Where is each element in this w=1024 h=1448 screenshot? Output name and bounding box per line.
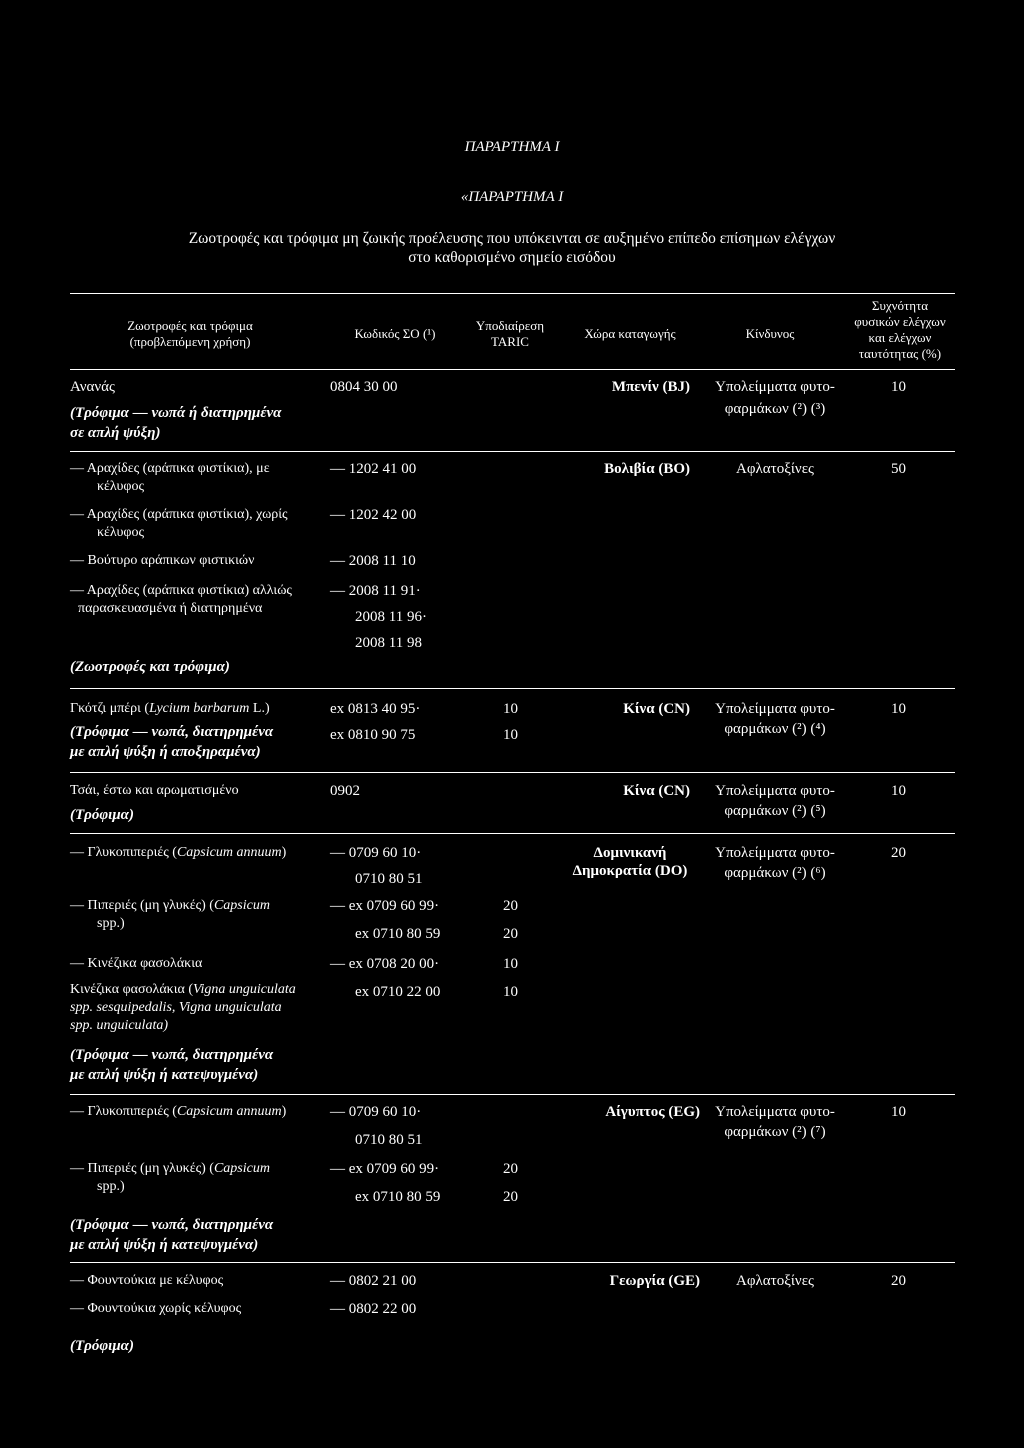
taric-code: 20 [503, 1189, 518, 1205]
row-divider [70, 833, 955, 834]
hazard: φαρμάκων (²) (⁷) [724, 1124, 826, 1140]
hazard: Αφλατοξίνες [736, 1273, 814, 1289]
origin-country: Κίνα (CN) [623, 701, 690, 717]
frequency: 10 [891, 701, 906, 717]
product-name: — Αραχίδες (αράπικα φιστίκια), χωρίς [70, 507, 288, 522]
product-name: κέλυφος [97, 525, 145, 540]
origin-country: Βολιβία (BO) [604, 461, 690, 477]
taric-code: 10 [503, 701, 518, 717]
product-name: — Γλυκοπιπεριές (Capsicum annuum) [70, 1104, 287, 1119]
table-top-rule [70, 293, 955, 294]
product-name: Γκότζι μπέρι (Lycium barbarum L.) [70, 701, 270, 716]
cn-code: ex 0710 80 59 [355, 1189, 441, 1205]
product-name: — Γλυκοπιπεριές (Capsicum annuum) [70, 845, 287, 860]
intended-use: (Τρόφιμα — νωπά, διατηρημένα [70, 724, 274, 740]
cn-code: ex 0710 22 00 [355, 984, 441, 1000]
taric-code: 10 [503, 984, 518, 1000]
hazard: Υπολείμματα φυτο- [715, 701, 835, 717]
intended-use: (Τρόφιμα) [70, 807, 134, 823]
cn-code: ex 0710 80 59 [355, 926, 441, 942]
hazard: Αφλατοξίνες [736, 461, 814, 477]
cn-code: ex 0810 90 75 [330, 727, 416, 743]
product-name: Κινέζικα φασολάκια (Vigna unguiculata [70, 982, 296, 997]
product-name: — Φουντούκια χωρίς κέλυφος [70, 1301, 242, 1316]
row-divider [70, 1094, 955, 1095]
product-name: — Πιπεριές (μη γλυκές) (Capsicum [70, 1161, 270, 1176]
hazard: Υπολείμματα φυτο- [715, 845, 835, 861]
frequency: 20 [891, 1273, 906, 1289]
intended-use: με απλή ψύξη ή κατεψυγμένα) [70, 1237, 259, 1253]
header-frequency: Συχνότητα φυσικών ελέγχων και ελέγχων ταυτότητας (%) [854, 298, 946, 361]
product-name: — Κινέζικα φασολάκια [70, 956, 203, 971]
intended-use: (Τρόφιμα — νωπά, διατηρημένα [70, 1047, 274, 1063]
hazard: Υπολείμματα φυτο- [715, 783, 835, 799]
cn-code: 2008 11 96· [355, 609, 427, 625]
hazard: φαρμάκων (²) (³) [724, 401, 826, 417]
frequency: 20 [891, 845, 906, 861]
cn-code: ex 0813 40 95· [330, 701, 421, 717]
cn-code: — 0709 60 10· [330, 845, 422, 861]
cn-code: 2008 11 98 [355, 635, 422, 651]
cn-code: — 0709 60 10· [330, 1104, 422, 1120]
product-name: κέλυφος [97, 479, 145, 494]
hazard: φαρμάκων (²) (⁵) [724, 803, 826, 819]
taric-code: 20 [503, 898, 518, 914]
hazard: φαρμάκων (²) (⁶) [724, 865, 826, 881]
cn-code: 0902 [330, 783, 360, 799]
header-bottom-rule [70, 369, 955, 370]
cn-code: — 1202 41 00 [330, 461, 417, 477]
cn-code: — 0802 21 00 [330, 1273, 417, 1289]
header-hazard: Κίνδυνος [745, 326, 795, 341]
cn-code: — 2008 11 91· [330, 583, 421, 599]
taric-code: 10 [503, 727, 518, 743]
header-product: Ζωοτροφές και τρόφιμα (προβλεπόμενη χρήση) [127, 318, 253, 349]
taric-code: 10 [503, 956, 518, 972]
hazard: Υπολείμματα φυτο- [715, 379, 835, 395]
product-name: Τσάι, έστω και αρωματισμένο [70, 783, 239, 798]
product-name: Ανανάς [70, 379, 115, 395]
intended-use: σε απλή ψύξη) [70, 425, 161, 441]
heading-line-1: Ζωοτροφές και τρόφιμα μη ζωικής προέλευσης που υπόκεινται σε αυξημένο επίπεδο επίσημων ελέγχων [188, 230, 836, 247]
row-divider [70, 1262, 955, 1263]
hazard: φαρμάκων (²) (⁴) [724, 721, 826, 737]
cn-code: — 1202 42 00 [330, 507, 417, 523]
row-divider [70, 772, 955, 773]
header-taric: Υποδιαίρεση TARIC [475, 318, 545, 349]
annex-title: ΠΑΡΑΡΤΗΜΑ I [464, 139, 560, 155]
product-name: — Αραχίδες (αράπικα φιστίκια), με [70, 461, 270, 476]
cn-code: 0710 80 51 [355, 1132, 423, 1148]
product-name: spp. unguiculata) [70, 1018, 168, 1033]
header-cn-code: Κωδικός ΣΟ (¹) [354, 326, 436, 341]
annex-quote: «ΠΑΡΑΡΤΗΜΑ I [460, 189, 564, 205]
intended-use: (Τρόφιμα — νωπά, διατηρημένα [70, 1217, 274, 1233]
product-name: — Αραχίδες (αράπικα φιστίκια) αλλιώς [70, 583, 292, 598]
row-divider [70, 451, 955, 452]
hazard: Υπολείμματα φυτο- [715, 1104, 835, 1120]
origin-country: Γεωργία (GE) [609, 1273, 700, 1289]
product-name: spp.) [97, 916, 125, 931]
intended-use: με απλή ψύξη ή αποξηραμένα) [70, 744, 261, 760]
frequency: 10 [891, 379, 906, 395]
cn-code: — ex 0708 20 00· [330, 956, 440, 972]
cn-code: — ex 0709 60 99· [330, 1161, 440, 1177]
intended-use: (Ζωοτροφές και τρόφιμα) [70, 659, 230, 675]
product-name: — Φουντούκια με κέλυφος [70, 1273, 224, 1288]
product-name: — Βούτυρο αράπικων φιστικιών [70, 553, 255, 568]
row-divider [70, 688, 955, 689]
heading-line-2: στο καθορισμένο σημείο εισόδου [408, 249, 616, 266]
cn-code: 0710 80 51 [355, 871, 423, 887]
cn-code: — 2008 11 10 [330, 553, 416, 569]
origin-country: Δομινικανή [593, 845, 667, 861]
product-name: παρασκευασμένα ή διατηρημένα [78, 601, 263, 616]
origin-country: Μπενίν (BJ) [611, 379, 690, 395]
cn-code: — 0802 22 00 [330, 1301, 417, 1317]
cn-code: — ex 0709 60 99· [330, 898, 440, 914]
origin-country: Κίνα (CN) [623, 783, 690, 799]
intended-use: (Τρόφιμα) [70, 1338, 134, 1354]
product-name: spp. sesquipedalis, Vigna unguiculata [70, 1000, 282, 1015]
cn-code: 0804 30 00 [330, 379, 398, 395]
frequency: 10 [891, 1104, 906, 1120]
intended-use: με απλή ψύξη ή κατεψυγμένα) [70, 1067, 259, 1083]
header-origin: Χώρα καταγωγής [584, 326, 676, 341]
frequency: 50 [891, 461, 906, 477]
product-name: — Πιπεριές (μη γλυκές) (Capsicum [70, 898, 270, 913]
origin-country: Δημοκρατία (DO) [572, 863, 688, 879]
taric-code: 20 [503, 1161, 518, 1177]
origin-country: Αίγυπτος (EG) [605, 1104, 700, 1120]
product-name: spp.) [97, 1179, 125, 1194]
taric-code: 20 [503, 926, 518, 942]
frequency: 10 [891, 783, 906, 799]
intended-use: (Τρόφιμα — νωπά ή διατηρημένα [70, 405, 282, 421]
